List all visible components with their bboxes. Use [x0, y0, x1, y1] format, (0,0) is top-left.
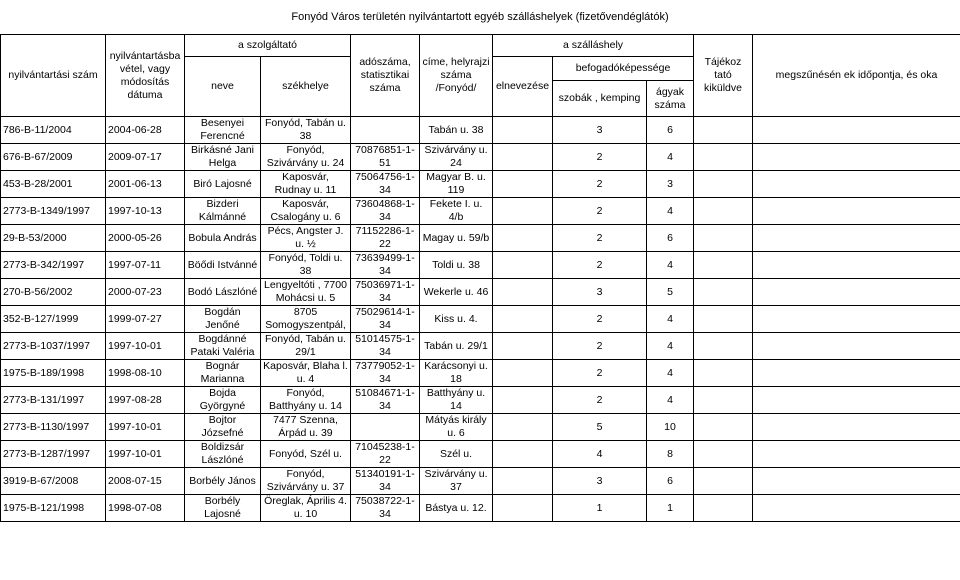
- reg-date-cell: 1999-07-27: [106, 306, 185, 333]
- table-row: [1, 117, 960, 144]
- reg-date-cell: 1997-10-01: [106, 441, 185, 468]
- accommodation-address-cell: Karácsonyi u. 18: [420, 360, 493, 387]
- header-neve: neve: [185, 57, 261, 117]
- reg-number-cell: 3919-B-67/2008: [1, 468, 106, 495]
- info-sent-cell: [694, 117, 753, 144]
- reg-date-cell: 2008-07-15: [106, 468, 185, 495]
- reg-number-cell: 2773-B-131/1997: [1, 387, 106, 414]
- provider-address-cell: Pécs, Angster J. u. ½: [261, 225, 351, 252]
- accommodation-address-cell: Tabán u. 29/1: [420, 333, 493, 360]
- beds-cell: 6: [647, 468, 694, 495]
- provider-address-cell: Fonyód, Toldi u. 38: [261, 252, 351, 279]
- reg-number-cell: 2773-B-342/1997: [1, 252, 106, 279]
- accommodation-name-cell: [493, 252, 553, 279]
- beds-cell: 6: [647, 225, 694, 252]
- tax-number-cell: [351, 414, 420, 441]
- reg-number-cell: 2773-B-1287/1997: [1, 441, 106, 468]
- header-megszunes: megszűnésén ek időpontja, és oka: [753, 35, 960, 117]
- reg-date-cell: 2000-07-23: [106, 279, 185, 306]
- provider-address-cell: Öreglak, Április 4. u. 10: [261, 495, 351, 522]
- provider-name-cell: Birkásné Jani Helga: [185, 144, 261, 171]
- beds-cell: 10: [647, 414, 694, 441]
- tax-number-cell: 51084671-1-34: [351, 387, 420, 414]
- accommodation-name-cell: [493, 468, 553, 495]
- accommodation-address-cell: Szivárvány u. 24: [420, 144, 493, 171]
- info-sent-cell: [694, 252, 753, 279]
- header-agyak: ágyak száma: [647, 81, 694, 117]
- reg-date-cell: 2004-06-28: [106, 117, 185, 144]
- provider-name-cell: Bobula András: [185, 225, 261, 252]
- tax-number-cell: 75064756-1-34: [351, 171, 420, 198]
- rooms-cell: 2: [553, 387, 647, 414]
- accommodation-name-cell: [493, 387, 553, 414]
- info-sent-cell: [694, 198, 753, 225]
- tax-number-cell: 51014575-1-34: [351, 333, 420, 360]
- termination-cell: [753, 495, 960, 522]
- accommodation-address-cell: Szivárvány u. 37: [420, 468, 493, 495]
- accommodation-address-cell: Wekerle u. 46: [420, 279, 493, 306]
- tax-number-cell: 75038722-1-34: [351, 495, 420, 522]
- accommodation-name-cell: [493, 171, 553, 198]
- rooms-cell: 3: [553, 279, 647, 306]
- provider-name-cell: Borbély Lajosné: [185, 495, 261, 522]
- reg-date-cell: 1998-08-10: [106, 360, 185, 387]
- provider-name-cell: Borbély János: [185, 468, 261, 495]
- provider-name-cell: Biró Lajosné: [185, 171, 261, 198]
- provider-name-cell: Bodó Lászlóné: [185, 279, 261, 306]
- header-szobak: szobák , kemping: [553, 81, 647, 117]
- accommodation-name-cell: [493, 225, 553, 252]
- accommodation-address-cell: Mátyás király u. 6: [420, 414, 493, 441]
- reg-number-cell: 2773-B-1130/1997: [1, 414, 106, 441]
- header-szolgaltato: a szolgáltató: [185, 35, 351, 57]
- beds-cell: 6: [647, 117, 694, 144]
- provider-name-cell: Bizderi Kálmánné: [185, 198, 261, 225]
- table-row: [1, 144, 960, 171]
- table-row: [1, 333, 960, 360]
- info-sent-cell: [694, 468, 753, 495]
- reg-number-cell: 453-B-28/2001: [1, 171, 106, 198]
- accommodation-address-cell: Szél u.: [420, 441, 493, 468]
- info-sent-cell: [694, 495, 753, 522]
- accommodation-name-cell: [493, 306, 553, 333]
- termination-cell: [753, 171, 960, 198]
- termination-cell: [753, 306, 960, 333]
- tax-number-cell: 71152286-1-22: [351, 225, 420, 252]
- tax-number-cell: 73604868-1-34: [351, 198, 420, 225]
- info-sent-cell: [694, 333, 753, 360]
- accommodation-name-cell: [493, 495, 553, 522]
- accommodation-address-cell: Toldi u. 38: [420, 252, 493, 279]
- accommodation-address-cell: Kiss u. 4.: [420, 306, 493, 333]
- info-sent-cell: [694, 441, 753, 468]
- reg-date-cell: 2000-05-26: [106, 225, 185, 252]
- provider-name-cell: Bojda Györgyné: [185, 387, 261, 414]
- provider-address-cell: Fonyód, Batthyány u. 14: [261, 387, 351, 414]
- header-cime: címe, helyrajzi száma /Fonyód/: [420, 35, 493, 117]
- reg-date-cell: 1997-10-01: [106, 414, 185, 441]
- reg-number-cell: 2773-B-1349/1997: [1, 198, 106, 225]
- provider-name-cell: Bogdánné Pataki Valéria: [185, 333, 261, 360]
- tax-number-cell: 71045238-1-22: [351, 441, 420, 468]
- termination-cell: [753, 144, 960, 171]
- provider-address-cell: Fonyód, Tabán u. 38: [261, 117, 351, 144]
- provider-name-cell: Boldizsár Lászlóné: [185, 441, 261, 468]
- rooms-cell: 2: [553, 171, 647, 198]
- termination-cell: [753, 468, 960, 495]
- rooms-cell: 2: [553, 306, 647, 333]
- reg-date-cell: 1997-10-13: [106, 198, 185, 225]
- accommodation-address-cell: Batthyány u. 14: [420, 387, 493, 414]
- accommodation-address-cell: Fekete I. u. 4/b: [420, 198, 493, 225]
- provider-address-cell: Kaposvár, Rudnay u. 11: [261, 171, 351, 198]
- accommodation-address-cell: Bástya u. 12.: [420, 495, 493, 522]
- table-row: [1, 252, 960, 279]
- reg-number-cell: 1975-B-189/1998: [1, 360, 106, 387]
- accommodation-table: [0, 34, 960, 522]
- tax-number-cell: 75036971-1-34: [351, 279, 420, 306]
- provider-name-cell: Böődi Istvánné: [185, 252, 261, 279]
- info-sent-cell: [694, 225, 753, 252]
- accommodation-name-cell: [493, 279, 553, 306]
- accommodation-name-cell: [493, 441, 553, 468]
- accommodation-name-cell: [493, 198, 553, 225]
- beds-cell: 5: [647, 279, 694, 306]
- rooms-cell: 5: [553, 414, 647, 441]
- provider-name-cell: Besenyei Ferencné: [185, 117, 261, 144]
- rooms-cell: 2: [553, 198, 647, 225]
- info-sent-cell: [694, 414, 753, 441]
- document-title: Fonyód Város területén nyilvántartott egyéb szálláshelyek (fizetővendéglátók): [291, 11, 669, 23]
- beds-cell: 4: [647, 252, 694, 279]
- termination-cell: [753, 333, 960, 360]
- reg-number-cell: 29-B-53/2000: [1, 225, 106, 252]
- provider-address-cell: Fonyód, Szél u.: [261, 441, 351, 468]
- provider-address-cell: Kaposvár, Csalogány u. 6: [261, 198, 351, 225]
- tax-number-cell: 75029614-1-34: [351, 306, 420, 333]
- reg-date-cell: 1997-10-01: [106, 333, 185, 360]
- beds-cell: 4: [647, 306, 694, 333]
- header-befogadokepessege: befogadóképessége: [553, 57, 694, 81]
- provider-address-cell: Fonyód, Szivárvány u. 37: [261, 468, 351, 495]
- reg-date-cell: 1998-07-08: [106, 495, 185, 522]
- table-row: [1, 387, 960, 414]
- accommodation-name-cell: [493, 414, 553, 441]
- accommodation-name-cell: [493, 117, 553, 144]
- beds-cell: 4: [647, 387, 694, 414]
- rooms-cell: 2: [553, 225, 647, 252]
- tax-number-cell: 51340191-1-34: [351, 468, 420, 495]
- accommodation-name-cell: [493, 360, 553, 387]
- header-adoszama: adószáma, statisztikai száma: [351, 35, 420, 117]
- rooms-cell: 2: [553, 360, 647, 387]
- reg-date-cell: 1997-07-11: [106, 252, 185, 279]
- rooms-cell: 2: [553, 333, 647, 360]
- info-sent-cell: [694, 306, 753, 333]
- termination-cell: [753, 117, 960, 144]
- reg-date-cell: 2009-07-17: [106, 144, 185, 171]
- reg-date-cell: 2001-06-13: [106, 171, 185, 198]
- info-sent-cell: [694, 279, 753, 306]
- table-row: [1, 360, 960, 387]
- reg-number-cell: 786-B-11/2004: [1, 117, 106, 144]
- header-nyilvantartasba-datum: nyilvántartásba vétel, vagy módosítás dátuma: [106, 35, 185, 117]
- table-body: [1, 117, 960, 522]
- table-row: [1, 468, 960, 495]
- table-row: [1, 198, 960, 225]
- table-row: [1, 171, 960, 198]
- reg-number-cell: 676-B-67/2009: [1, 144, 106, 171]
- provider-name-cell: Bogdán Jenőné: [185, 306, 261, 333]
- provider-address-cell: 8705 Somogyszentpál,: [261, 306, 351, 333]
- termination-cell: [753, 360, 960, 387]
- header-szallashely: a szálláshely: [493, 35, 694, 57]
- rooms-cell: 3: [553, 117, 647, 144]
- beds-cell: 4: [647, 198, 694, 225]
- provider-name-cell: Bognár Marianna: [185, 360, 261, 387]
- table-row: [1, 306, 960, 333]
- accommodation-address-cell: Magyar B. u. 119: [420, 171, 493, 198]
- header-nyilvantartasi-szam: nyilvántartási szám: [1, 35, 106, 117]
- info-sent-cell: [694, 360, 753, 387]
- tax-number-cell: [351, 117, 420, 144]
- rooms-cell: 3: [553, 468, 647, 495]
- beds-cell: 8: [647, 441, 694, 468]
- provider-address-cell: Lengyeltóti , 7700 Mohácsi u. 5: [261, 279, 351, 306]
- reg-date-cell: 1997-08-28: [106, 387, 185, 414]
- provider-address-cell: Fonyód, Szivárvány u. 24: [261, 144, 351, 171]
- table-row: [1, 414, 960, 441]
- termination-cell: [753, 387, 960, 414]
- rooms-cell: 2: [553, 144, 647, 171]
- table-row: [1, 495, 960, 522]
- accommodation-name-cell: [493, 144, 553, 171]
- header-tajekoztato: Tájékoz tató kiküldve: [694, 35, 753, 117]
- header-elnevezese: elnevezése: [493, 57, 553, 117]
- accommodation-address-cell: Tabán u. 38: [420, 117, 493, 144]
- info-sent-cell: [694, 144, 753, 171]
- table-row: [1, 225, 960, 252]
- beds-cell: 3: [647, 171, 694, 198]
- termination-cell: [753, 252, 960, 279]
- termination-cell: [753, 279, 960, 306]
- termination-cell: [753, 414, 960, 441]
- provider-address-cell: 7477 Szenna, Árpád u. 39: [261, 414, 351, 441]
- provider-address-cell: Fonyód, Tabán u. 29/1: [261, 333, 351, 360]
- header-szekhelye: székhelye: [261, 57, 351, 117]
- rooms-cell: 1: [553, 495, 647, 522]
- tax-number-cell: 73779052-1-34: [351, 360, 420, 387]
- reg-number-cell: 270-B-56/2002: [1, 279, 106, 306]
- provider-address-cell: Kaposvár, Blaha l. u. 4: [261, 360, 351, 387]
- termination-cell: [753, 225, 960, 252]
- beds-cell: 1: [647, 495, 694, 522]
- accommodation-address-cell: Magay u. 59/b: [420, 225, 493, 252]
- tax-number-cell: 73639499-1-34: [351, 252, 420, 279]
- termination-cell: [753, 198, 960, 225]
- accommodation-name-cell: [493, 333, 553, 360]
- reg-number-cell: 1975-B-121/1998: [1, 495, 106, 522]
- info-sent-cell: [694, 387, 753, 414]
- table-row: [1, 279, 960, 306]
- beds-cell: 4: [647, 333, 694, 360]
- info-sent-cell: [694, 171, 753, 198]
- beds-cell: 4: [647, 144, 694, 171]
- rooms-cell: 2: [553, 252, 647, 279]
- beds-cell: 4: [647, 360, 694, 387]
- reg-number-cell: 2773-B-1037/1997: [1, 333, 106, 360]
- table-row: [1, 441, 960, 468]
- table-header: [1, 35, 960, 117]
- tax-number-cell: 70876851-1-51: [351, 144, 420, 171]
- reg-number-cell: 352-B-127/1999: [1, 306, 106, 333]
- termination-cell: [753, 441, 960, 468]
- provider-name-cell: Bojtor Józsefné: [185, 414, 261, 441]
- rooms-cell: 4: [553, 441, 647, 468]
